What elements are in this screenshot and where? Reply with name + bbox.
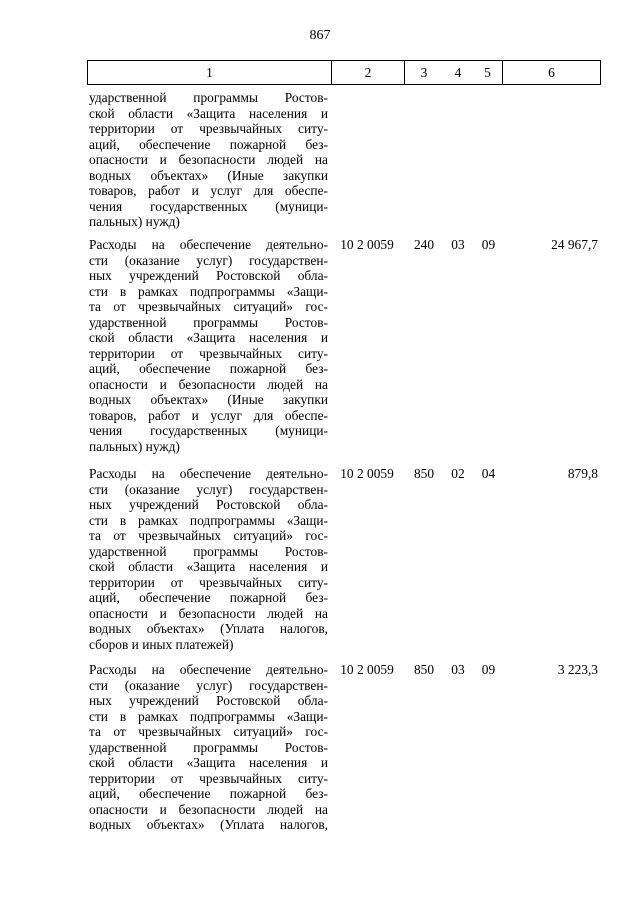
header-col-1: 1 [88,61,332,84]
description-line: аций, обеспечение пожарной без- [89,786,328,801]
description-line: опасности и безопасности людей на [89,605,328,621]
header-col-3: 3 [420,65,428,80]
expense-type: 850 [413,466,435,481]
expense-type [407,90,441,106]
description-line: Расходы на обеспечение деятельно- [89,237,328,252]
description-line: ных учреждений Ростовской обла- [89,497,328,512]
header-col-6: 6 [548,65,555,80]
description-line: опасности и безопасности людей на [89,801,328,817]
description-line: пальных) нужд) [89,438,180,454]
description-line: аций, обеспечение пожарной без- [89,590,328,605]
section-code: 02 [451,466,465,481]
header-col-4: 4 [454,65,462,80]
description-line: сти в рамках подпрограммы «Защи- [89,708,328,724]
description-line: сти (оказание услуг) государствен- [89,252,328,268]
description-line: Расходы на обеспечение деятельно- [89,662,328,677]
table-header [87,60,601,85]
description-line: территории от чрезвычайных ситу- [89,345,328,361]
description-line: водных объектах» (Уплата налогов, [89,621,328,636]
row-description [89,466,328,652]
amount: 24 967,7 [551,237,598,252]
description-line: сти (оказание услуг) государствен- [89,481,328,497]
description-line: ных учреждений Ростовской обла- [89,693,328,708]
description-line: территории от чрезвычайных ситу- [89,574,328,590]
description-line: ударственной программы Ростов- [89,314,328,330]
description-line: ской области «Защита населения и [89,105,328,121]
description-line: ударственной программы Ростов- [89,543,328,559]
page-number: 867 [309,28,331,43]
target-code: 10 2 0059 [340,662,394,677]
section-code: 03 [451,662,465,677]
expense-type: 850 [413,662,435,677]
section-code: 03 [451,237,465,252]
description-line: Расходы на обеспечение деятельно- [89,466,328,481]
description-line: водных объектах» (Иные закупки [89,167,328,183]
row-description [89,237,328,454]
subsection-code: 09 [481,237,496,252]
subsection-code [474,90,503,106]
description-line: товаров, работ и услуг для обеспе- [89,183,328,198]
subsection-code: 04 [481,466,496,481]
description-line: водных объектах» (Иные закупки [89,392,328,407]
target-code [331,90,403,106]
amount [505,90,598,106]
description-line: сборов и иных платежей) [89,636,234,652]
description-line: сти в рамках подпрограммы «Защи- [89,512,328,528]
description-line: аций, обеспечение пожарной без- [89,136,328,152]
description-line: чения государственных (муници- [89,423,328,438]
description-line: сти в рамках подпрограммы «Защи- [89,283,328,299]
target-code: 10 2 0059 [340,237,394,252]
description-line: ской области «Защита населения и [89,330,328,345]
description-line: ударственной программы Ростов- [89,90,328,105]
description-line: опасности и безопасности людей на [89,152,328,167]
description-line: сти (оказание услуг) государствен- [89,677,328,693]
description-line: аций, обеспечение пожарной без- [89,361,328,376]
description-line: опасности и безопасности людей на [89,376,328,392]
description-line: ской области «Защита населения и [89,559,328,574]
section-code [443,90,473,106]
amount: 879,8 [567,466,598,481]
description-line: та от чрезвычайных ситуаций» гос- [89,299,328,314]
description-line: ударственной программы Ростов- [89,739,328,755]
description-line: пальных) нужд) [89,214,180,229]
description-line: территории от чрезвычайных ситу- [89,121,328,136]
expense-type: 240 [413,237,435,252]
row-description [89,662,328,833]
description-line: территории от чрезвычайных ситу- [89,770,328,786]
target-code: 10 2 0059 [340,466,394,481]
description-line: ных учреждений Ростовской обла- [89,268,328,283]
description-line: товаров, работ и услуг для обеспе- [89,407,328,423]
row-description [89,90,328,230]
header-col-2: 2 [332,61,405,84]
description-line: чения государственных (муници- [89,198,328,214]
subsection-code: 09 [481,662,496,677]
description-line: та от чрезвычайных ситуаций» гос- [89,724,328,739]
description-line: водных объектах» (Уплата налогов, [89,817,328,832]
amount: 3 223,3 [557,662,598,677]
header-col-5: 5 [473,61,503,84]
description-line: та от чрезвычайных ситуаций» гос- [89,528,328,543]
description-line: ской области «Защита населения и [89,755,328,770]
